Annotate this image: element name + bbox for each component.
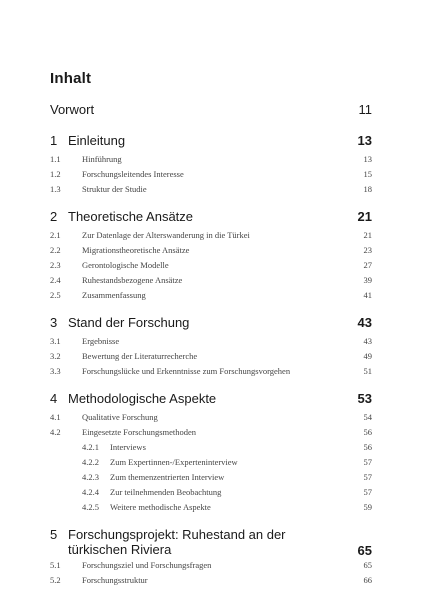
toc-entry-front <box>50 100 372 122</box>
toc-entry-section <box>50 168 372 183</box>
toc-entry-subsection <box>50 471 372 486</box>
toc-entry-section <box>50 183 372 198</box>
toc-entry-chapter <box>50 525 372 559</box>
toc-entry-title: Einleitung <box>68 133 126 148</box>
toc-entry-page: 51 <box>363 366 372 376</box>
toc-entry-title: Zum themenzentrierten Interview <box>110 472 225 482</box>
toc-entry-title: Zum Expertinnen-/Experteninterview <box>110 457 238 467</box>
toc-entry-section <box>50 259 372 274</box>
toc-entry-number: 2.5 <box>50 290 61 300</box>
toc-entry-section <box>50 153 372 168</box>
toc-entry-section <box>50 274 372 289</box>
toc-entry-title: Stand der Forschung <box>68 315 190 330</box>
toc-entry-number: 2.1 <box>50 230 61 240</box>
toc-entry-title: Forschungsstruktur <box>82 575 148 585</box>
toc-entry-section <box>50 411 372 426</box>
toc-entry-section <box>50 574 372 589</box>
toc-entry-section <box>50 350 372 365</box>
toc-entry-page: 13 <box>363 154 372 164</box>
toc-entry-page: 65 <box>363 560 372 570</box>
toc-entry-title: Gerontologische Modelle <box>82 260 169 270</box>
toc-entry-title: Interviews <box>110 442 146 452</box>
toc-entry-page: 39 <box>363 275 372 285</box>
toc-heading: Inhalt <box>50 70 92 87</box>
toc-entry-title: Methodologische Aspekte <box>68 391 217 406</box>
toc-entry-title: Struktur der Studie <box>82 184 147 194</box>
toc-entry-subsection <box>50 501 372 516</box>
toc-entry-chapter <box>50 313 372 335</box>
toc-entry-title: Ergebnisse <box>82 336 120 346</box>
toc-entry-page: 65 <box>357 543 372 558</box>
toc-entry-title: Eingesetzte Forschungsmethoden <box>82 427 197 437</box>
toc-entry-number: 2.3 <box>50 260 61 270</box>
toc-entry-title: Zusammenfassung <box>82 290 146 300</box>
toc-entry-title: Qualitative Forschung <box>82 412 158 422</box>
toc-entry-section <box>50 335 372 350</box>
toc-entry-title: Forschungsleitendes Interesse <box>82 169 184 179</box>
toc-entry-number: 4.2.2 <box>82 457 99 467</box>
toc-entry-title: Ruhestandsbezogene Ansätze <box>82 275 183 285</box>
toc-entry-page: 54 <box>363 412 372 422</box>
toc-entry-page: 21 <box>357 209 372 224</box>
toc-entry-number: 4.2.4 <box>82 487 99 497</box>
toc-entry-title: Theoretische Ansätze <box>68 209 194 224</box>
toc-entry-section <box>50 229 372 244</box>
toc-entry-page: 13 <box>357 133 372 148</box>
toc-entry-section <box>50 426 372 441</box>
toc-entry-chapter <box>50 389 372 411</box>
toc-entry-page: 23 <box>363 245 372 255</box>
toc-entry-page: 18 <box>363 184 372 194</box>
toc-entry-section <box>50 365 372 380</box>
toc-entry-subsection <box>50 486 372 501</box>
toc-entry-number: 4.2.5 <box>82 502 99 512</box>
toc-entry-page: 56 <box>363 442 372 452</box>
toc-entry-number: 1.3 <box>50 184 61 194</box>
toc-entry-number: 3.3 <box>50 366 61 376</box>
toc-entry-page: 66 <box>363 575 372 585</box>
toc-entry-number: 5.1 <box>50 560 61 570</box>
toc-entry-page: 59 <box>363 502 372 512</box>
toc-entry-subsection <box>50 441 372 456</box>
toc-entry-subsection <box>50 456 372 471</box>
toc-entry-page: 43 <box>357 315 372 330</box>
toc-entry-page: 15 <box>363 169 372 179</box>
toc-entry-number: 1.1 <box>50 154 61 164</box>
toc-entry-number: 3.2 <box>50 351 61 361</box>
toc-entry-page: 43 <box>363 336 372 346</box>
toc-entry-number: 2.2 <box>50 245 61 255</box>
toc-entry-page: 49 <box>363 351 372 361</box>
toc-entry-number: 4.2 <box>50 427 61 437</box>
toc-entry-number: 2 <box>50 209 58 224</box>
toc-entry-title: Forschungsziel und Forschungsfragen <box>82 560 212 570</box>
toc-entry-page: 56 <box>363 427 372 437</box>
toc-entry-number: 5.2 <box>50 575 61 585</box>
toc-entry-number: 5 <box>50 527 58 542</box>
toc-entry-number: 1.2 <box>50 169 61 179</box>
toc-entry-number: 4 <box>50 391 58 406</box>
toc-entry-title: Vorwort <box>50 102 95 117</box>
toc-entry-section <box>50 244 372 259</box>
toc-entry-number: 3.1 <box>50 336 61 346</box>
toc-entry-chapter <box>50 131 372 153</box>
toc-entry-section <box>50 559 372 574</box>
toc-entry-number: 4.1 <box>50 412 61 422</box>
toc-entry-section <box>50 289 372 304</box>
toc-entry-page: 27 <box>363 260 372 270</box>
toc-entry-number: 2.4 <box>50 275 61 285</box>
toc-entry-title: Zur teilnehmenden Beobachtung <box>110 487 222 497</box>
toc-entry-title: Hinführung <box>82 154 122 164</box>
toc-entry-page: 21 <box>363 230 372 240</box>
toc-entry-page: 57 <box>363 487 372 497</box>
toc-entry-number: 3 <box>50 315 58 330</box>
toc-entry-page: 57 <box>363 457 372 467</box>
toc-entry-title: Bewertung der Literaturrecherche <box>82 351 198 361</box>
toc-entry-title: Forschungslücke und Erkenntnisse zum Forschungsvorgehen <box>82 366 291 376</box>
toc-entry-title: Zur Datenlage der Alterswanderung in die Türkei <box>82 230 250 240</box>
toc-entry-page: 57 <box>363 472 372 482</box>
toc-list <box>50 98 372 589</box>
toc-entry-number: 4.2.1 <box>82 442 99 452</box>
toc-entry-page: 41 <box>363 290 372 300</box>
toc-entry-chapter <box>50 207 372 229</box>
toc-entry-number: 4.2.3 <box>82 472 99 482</box>
toc-entry-page: 11 <box>358 102 372 117</box>
toc-entry-title: Forschungsprojekt: Ruhestand an der türkischen Riviera <box>68 527 286 557</box>
toc-entry-title: Weitere methodische Aspekte <box>110 502 211 512</box>
toc-entry-page: 53 <box>357 391 372 406</box>
toc-entry-title: Migrationstheoretische Ansätze <box>82 245 190 255</box>
toc-entry-number: 1 <box>50 133 58 148</box>
